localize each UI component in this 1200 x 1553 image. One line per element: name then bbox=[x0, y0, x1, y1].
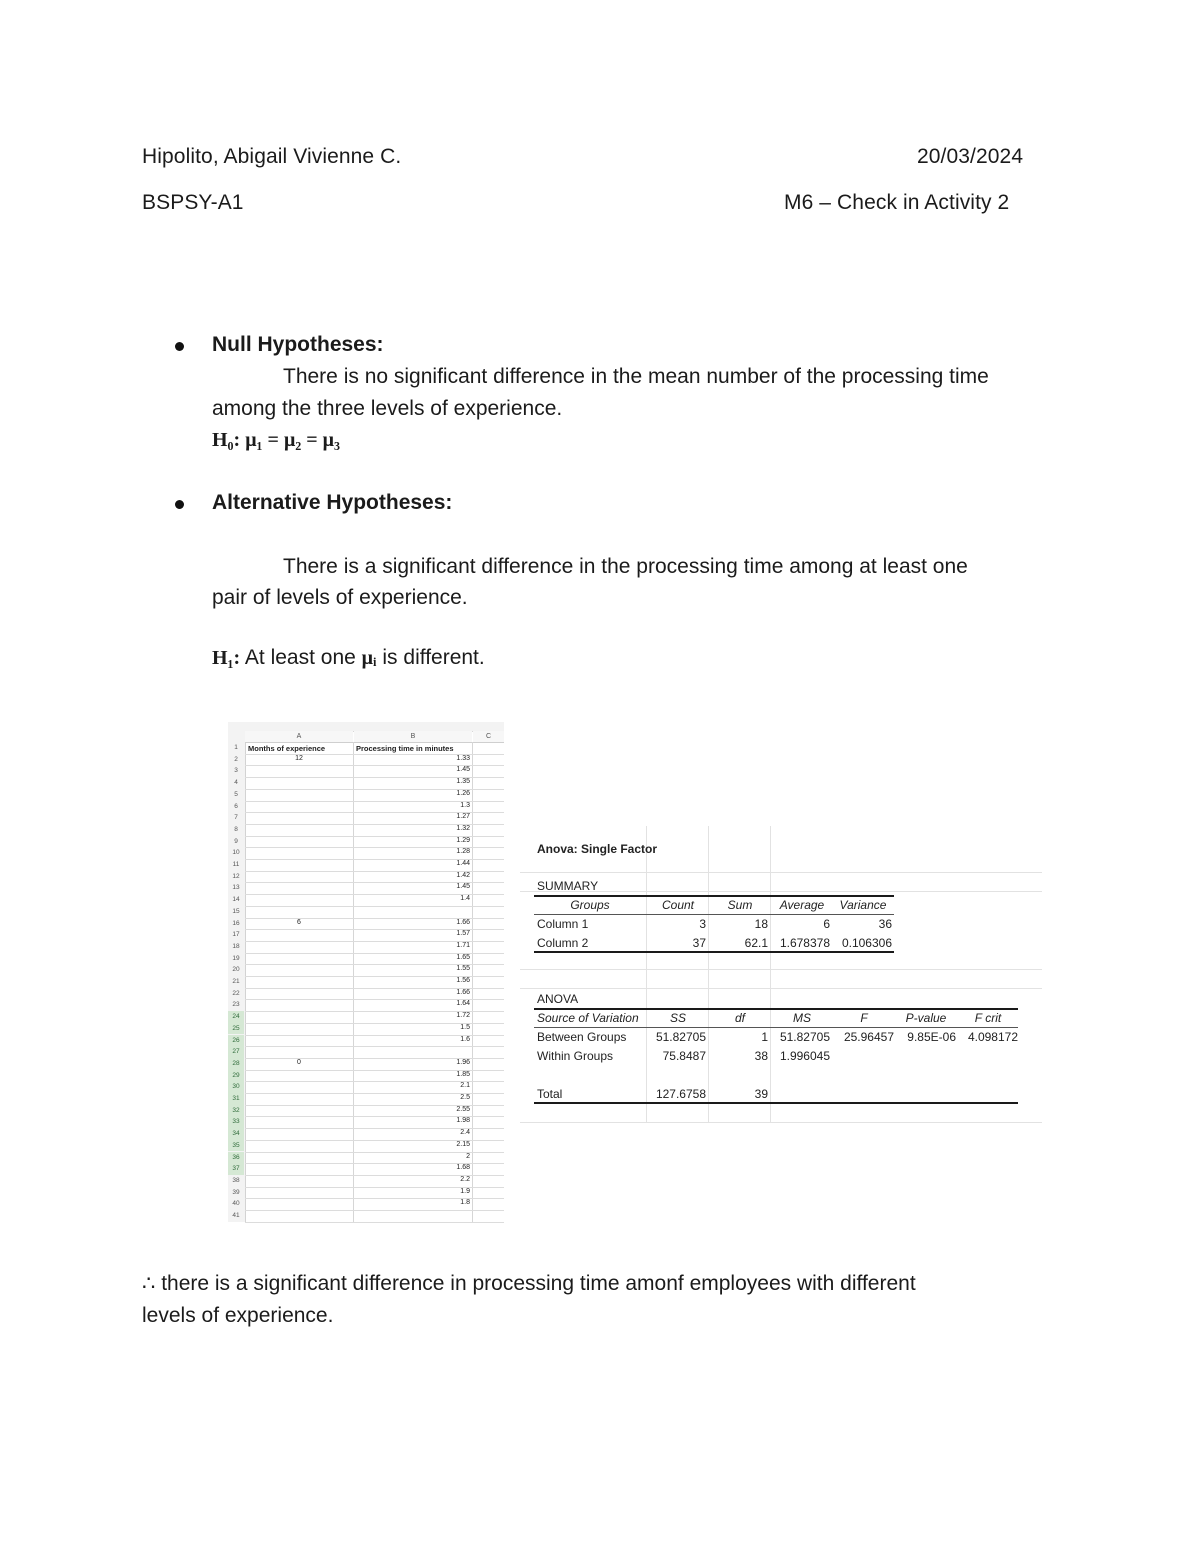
summary-header-rule bbox=[534, 914, 894, 915]
alt-hypothesis-heading: Alternative Hypotheses: bbox=[212, 491, 453, 514]
sheet-cell-time: 1.57 bbox=[456, 930, 470, 938]
sheet-row-number: 8 bbox=[234, 825, 238, 833]
sheet-row-number: 35 bbox=[228, 1140, 244, 1152]
sheet-cell-time: 1.5 bbox=[460, 1023, 470, 1031]
anova-header: F bbox=[860, 1011, 868, 1025]
sheet-row-number: 26 bbox=[228, 1035, 244, 1047]
sheet-row-number: 23 bbox=[232, 1001, 240, 1009]
bullet-icon bbox=[175, 342, 184, 351]
null-hypothesis-text-1: There is no significant difference in the mean number of the processing time bbox=[283, 365, 989, 388]
anova-header: P-value bbox=[905, 1011, 947, 1025]
sheet-cell-time: 2.1 bbox=[460, 1082, 470, 1090]
sheet-row-number: 12 bbox=[232, 872, 240, 880]
sheet-row-number: 7 bbox=[234, 814, 238, 822]
grid-line bbox=[520, 1122, 1042, 1123]
sheet-row-number: 18 bbox=[232, 942, 240, 950]
sheet-row-divider bbox=[245, 906, 504, 907]
sheet-cell-time: 1.8 bbox=[460, 1199, 470, 1207]
conclusion-line-1: ∴ there is a significant difference in processing time amonf employees with different bbox=[142, 1272, 916, 1295]
sheet-row-number: 25 bbox=[228, 1023, 244, 1035]
sheet-row-number: 20 bbox=[232, 966, 240, 974]
summary-header: Count bbox=[661, 898, 695, 912]
sheet-cell-time: 1.96 bbox=[456, 1058, 470, 1066]
summary-cell: 37 bbox=[692, 936, 706, 950]
grid-line bbox=[646, 826, 647, 1122]
summary-label: SUMMARY bbox=[537, 879, 599, 893]
sheet-row-number: 37 bbox=[228, 1163, 244, 1175]
sheet-row-number: 13 bbox=[232, 884, 240, 892]
sheet-col-header-a: A bbox=[245, 731, 353, 743]
spreadsheet-image bbox=[228, 722, 504, 1222]
sheet-cell-time: 1.42 bbox=[456, 871, 470, 879]
sheet-cell-time: 2 bbox=[466, 1152, 470, 1160]
alt-formula-text: At least one bbox=[244, 646, 356, 669]
sheet-cell-time: 2.15 bbox=[456, 1140, 470, 1148]
sheet-row-number: 17 bbox=[232, 931, 240, 939]
activity-title: M6 – Check in Activity 2 bbox=[784, 191, 1010, 214]
sheet-row-number: 39 bbox=[232, 1188, 240, 1196]
anova-header-rule bbox=[534, 1027, 1018, 1028]
grid-line bbox=[708, 826, 709, 1122]
sheet-row-number: 40 bbox=[232, 1200, 240, 1208]
sheet-row-number: 36 bbox=[228, 1152, 244, 1164]
anova-cell: 1 bbox=[761, 1030, 768, 1044]
summary-header: Average bbox=[779, 898, 825, 912]
sheet-row-number: 2 bbox=[234, 755, 238, 763]
sheet-cell-time: 1.6 bbox=[460, 1035, 470, 1043]
sheet-cell-time: 1.9 bbox=[460, 1187, 470, 1195]
sheet-row-number: 31 bbox=[228, 1093, 244, 1105]
sheet-cell-time: 1.71 bbox=[456, 941, 470, 949]
student-section: BSPSY-A1 bbox=[142, 191, 244, 214]
anova-cell: 25.96457 bbox=[843, 1030, 894, 1044]
summary-top-rule bbox=[534, 895, 894, 897]
grid-line bbox=[520, 891, 1042, 892]
sheet-cell-time: 1.45 bbox=[456, 883, 470, 891]
anova-total-cell: Total bbox=[537, 1087, 563, 1101]
sheet-row-number: 19 bbox=[232, 954, 240, 962]
sheet-cell-time: 2.2 bbox=[460, 1175, 470, 1183]
sheet-cell-time: 1.26 bbox=[456, 789, 470, 797]
summary-cell: 6 bbox=[823, 917, 830, 931]
sheet-cell-time: 1.98 bbox=[456, 1117, 470, 1125]
anova-total-cell: 127.6758 bbox=[655, 1087, 706, 1101]
anova-cell: 38 bbox=[754, 1049, 768, 1063]
grid-line bbox=[520, 872, 1042, 873]
anova-cell: 75.8487 bbox=[662, 1049, 706, 1063]
sheet-row-number: 38 bbox=[232, 1176, 240, 1184]
summary-header: Sum bbox=[727, 898, 753, 912]
sheet-row-number: 1 bbox=[234, 744, 238, 751]
sheet-cell-time: 2.55 bbox=[456, 1105, 470, 1113]
sheet-row-number: 24 bbox=[228, 1011, 244, 1023]
sheet-cell-time: 1.29 bbox=[456, 836, 470, 844]
alt-formula-mu: μᵢ bbox=[361, 647, 377, 669]
sheet-row-divider bbox=[245, 1210, 504, 1211]
sheet-row-number: 9 bbox=[234, 837, 238, 845]
anova-cell: Within Groups bbox=[537, 1049, 614, 1063]
sheet-row-divider bbox=[245, 1222, 504, 1223]
sheet-row-number: 27 bbox=[228, 1046, 244, 1058]
submission-date: 20/03/2024 bbox=[917, 145, 1024, 168]
sheet-cell-time: 1.56 bbox=[456, 977, 470, 984]
sheet-row-number: 22 bbox=[232, 989, 240, 997]
anova-top-rule bbox=[534, 1008, 1018, 1010]
anova-cell: 51.82705 bbox=[655, 1030, 706, 1044]
sheet-row-number: 29 bbox=[228, 1070, 244, 1082]
sheet-row-number: 33 bbox=[228, 1116, 244, 1128]
sheet-cell-time: 1.35 bbox=[456, 778, 470, 786]
grid-line bbox=[770, 826, 771, 1122]
sheet-row-number: 30 bbox=[228, 1081, 244, 1093]
sheet-col-header-b: B bbox=[354, 731, 472, 743]
alt-hypothesis-formula bbox=[212, 646, 485, 670]
sheet-cell-time: 1.27 bbox=[456, 813, 470, 821]
alt-hypothesis-text-1: There is a significant difference in the processing time among at least one bbox=[283, 555, 968, 578]
anova-output-image bbox=[520, 826, 1042, 1122]
sheet-cell-time: 1.66 bbox=[456, 988, 470, 996]
sheet-cell-time: 1.72 bbox=[456, 1012, 470, 1020]
grid-line bbox=[520, 969, 1042, 970]
summary-cell: 1.678378 bbox=[779, 936, 830, 950]
anova-cell: 9.85E-06 bbox=[907, 1030, 956, 1044]
sheet-cell-time: 1.45 bbox=[456, 766, 470, 774]
grid-line bbox=[520, 988, 1042, 989]
anova-cell: Between Groups bbox=[537, 1030, 627, 1044]
bullet-icon bbox=[175, 500, 184, 509]
sheet-row-number: 10 bbox=[232, 849, 240, 857]
sheet-cell-time: 1.44 bbox=[456, 860, 470, 867]
sheet-cell-time: 1.28 bbox=[456, 848, 470, 856]
sheet-cell-time: 1.64 bbox=[456, 1000, 470, 1008]
summary-cell: 18 bbox=[754, 917, 768, 931]
sheet-col-header-c: C bbox=[473, 731, 504, 743]
sheet-row-number: 6 bbox=[234, 802, 238, 810]
sheet-cell-time: 1.66 bbox=[456, 918, 470, 926]
sheet-row-number: 34 bbox=[228, 1128, 244, 1140]
sheet-header-time: Processing time in minutes bbox=[356, 744, 454, 753]
summary-header: Variance bbox=[839, 898, 887, 912]
summary-cell: 62.1 bbox=[744, 936, 768, 950]
summary-cell: Column 2 bbox=[537, 936, 589, 950]
sheet-row-number: 4 bbox=[234, 779, 238, 787]
sheet-cell-months: 6 bbox=[297, 918, 301, 926]
anova-cell: 1.996045 bbox=[779, 1049, 830, 1063]
sheet-row-number: 11 bbox=[232, 861, 240, 868]
sheet-cell-time: 1.32 bbox=[456, 824, 470, 832]
sheet-row-number: 32 bbox=[228, 1105, 244, 1117]
null-hypothesis-formula: H₀: μ₁ = μ₂ = μ₃ bbox=[212, 429, 341, 451]
anova-cell: 4.098172 bbox=[967, 1030, 1018, 1044]
sheet-cell-months: 12 bbox=[295, 754, 303, 762]
alt-hypothesis-text-2: pair of levels of experience. bbox=[212, 586, 468, 609]
sheet-cell-time: 1.55 bbox=[456, 965, 470, 973]
summary-bottom-rule bbox=[534, 951, 894, 953]
summary-cell: 3 bbox=[699, 917, 706, 931]
sheet-cell-months: 0 bbox=[297, 1058, 301, 1066]
summary-cell: 36 bbox=[878, 917, 892, 931]
sheet-cell-time: 1.85 bbox=[456, 1070, 470, 1078]
conclusion-line-2: levels of experience. bbox=[142, 1304, 334, 1327]
sheet-cell-time: 1.68 bbox=[456, 1164, 470, 1172]
sheet-row-divider bbox=[245, 1046, 504, 1047]
anova-header: MS bbox=[793, 1011, 811, 1025]
sheet-row-number: 28 bbox=[228, 1058, 244, 1070]
anova-header: Source of Variation bbox=[537, 1011, 639, 1025]
anova-header: F crit bbox=[974, 1011, 1002, 1025]
summary-cell: 0.106306 bbox=[841, 936, 892, 950]
summary-header: Groups bbox=[570, 898, 610, 912]
sheet-row-number: 21 bbox=[232, 978, 240, 985]
sheet-row-number: 3 bbox=[234, 767, 238, 775]
sheet-row-number: 16 bbox=[232, 919, 240, 927]
alt-formula-label: H₁: bbox=[212, 647, 241, 669]
sheet-row-number: 5 bbox=[234, 790, 238, 798]
null-hypothesis-heading: Null Hypotheses: bbox=[212, 333, 384, 356]
sheet-cell-time: 1.4 bbox=[460, 895, 470, 903]
sheet-cell-time: 1.33 bbox=[456, 754, 470, 762]
summary-cell: Column 1 bbox=[537, 917, 589, 931]
anova-header: SS bbox=[669, 1011, 686, 1025]
student-name: Hipolito, Abigail Vivienne C. bbox=[142, 145, 402, 168]
anova-header: df bbox=[734, 1011, 745, 1025]
anova-title: Anova: Single Factor bbox=[537, 842, 658, 856]
sheet-cell-time: 2.4 bbox=[460, 1129, 470, 1137]
sheet-cell-time: 1.3 bbox=[460, 801, 470, 809]
anova-bottom-rule bbox=[534, 1102, 1018, 1104]
anova-cell: 51.82705 bbox=[779, 1030, 830, 1044]
sheet-row-number: 15 bbox=[232, 907, 240, 915]
null-hypothesis-text-2: among the three levels of experience. bbox=[212, 397, 563, 420]
sheet-header-months: Months of experience bbox=[248, 744, 326, 753]
sheet-cell-time: 2.5 bbox=[460, 1094, 470, 1101]
sheet-row-number: 14 bbox=[232, 896, 240, 904]
anova-total-cell: 39 bbox=[754, 1087, 768, 1101]
sheet-row-number: 41 bbox=[232, 1212, 240, 1219]
sheet-col-divider bbox=[472, 742, 473, 1222]
sheet-cell-time: 1.65 bbox=[456, 953, 470, 961]
alt-formula-end: is different. bbox=[382, 646, 485, 669]
anova-label: ANOVA bbox=[537, 992, 579, 1006]
